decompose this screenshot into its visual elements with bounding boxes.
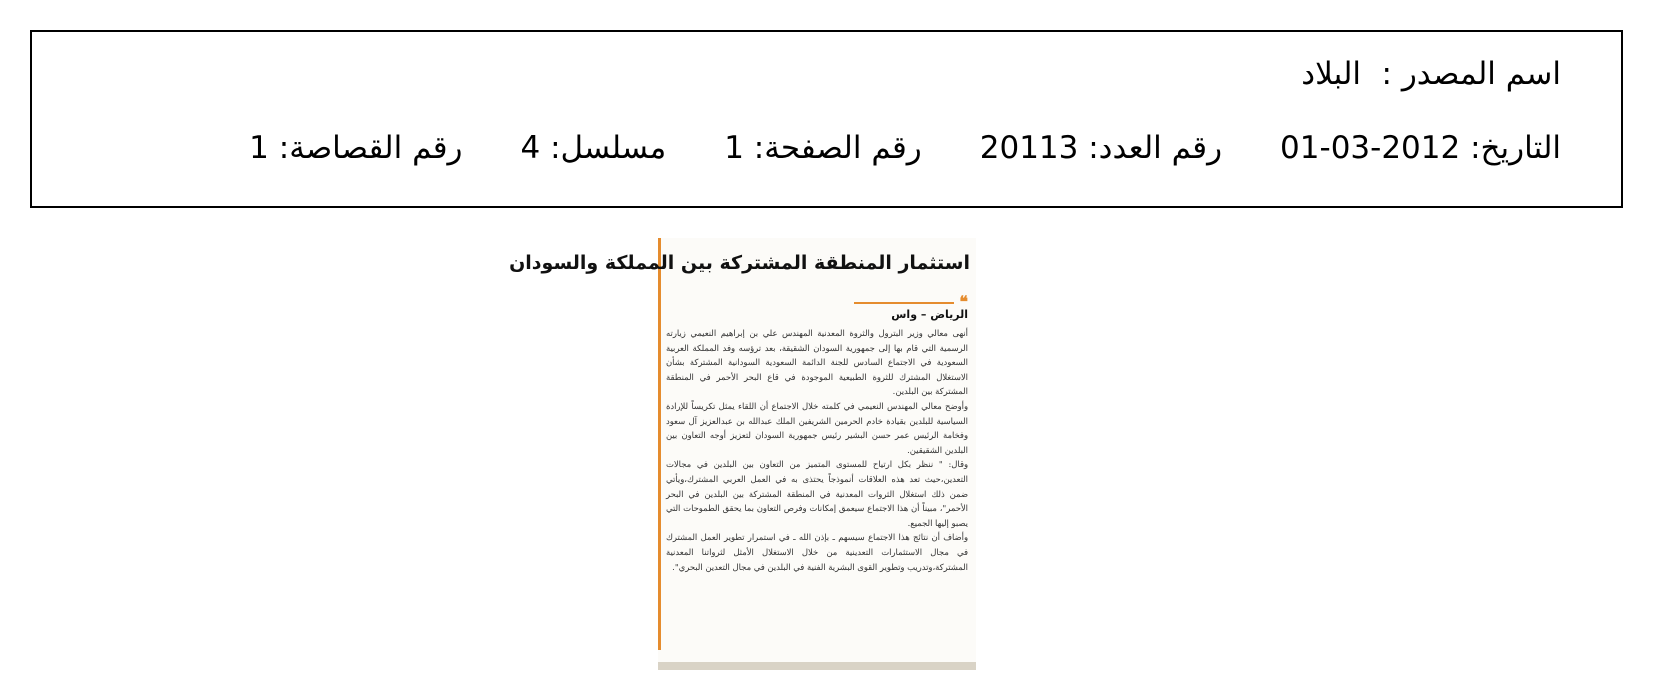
- article-paragraph: وأضاف أن نتائج هذا الاجتماع سيسهم ـ بإذن الله ـ في استمرار تطوير العمل المشترك في مجال الاستثمارات التعدينية من خلال الاستغلال الأمثل لثرواتنا المعدنية المشتركة،وتدريب وتطوير القوى البشرية الفنية في البلدين في مجال التعدين البحري".: [666, 532, 968, 572]
- issue-number-field: رقم العدد: 20113: [979, 130, 1223, 166]
- date-field: التاريخ: 2012-03-01: [1280, 130, 1561, 166]
- headline-divider: [854, 302, 954, 304]
- newspaper-clipping: [509, 238, 976, 670]
- source-row: [1301, 54, 1561, 94]
- dateline: الرياض – واس: [891, 308, 968, 321]
- clipping-bottom-edge: [658, 662, 976, 670]
- serial-field: مسلسل: 4: [520, 130, 667, 166]
- page-number-field: رقم الصفحة: 1: [724, 130, 922, 166]
- metadata-row: [249, 128, 1561, 168]
- clipping-number-field: رقم القصاصة: 1: [249, 130, 463, 166]
- clipping-headline: استثمار المنطقة المشتركة بين المملكة والسودان: [509, 252, 970, 274]
- article-body: [666, 326, 968, 574]
- clipping-info-box: [30, 30, 1623, 208]
- article-paragraph: وقال: " ننظر بكل ارتياح للمستوى المتميز من التعاون بين البلدين في مجالات التعدين،حيث تعد هذه العلاقات أنموذجاً يحتذى به في العمل العربي المشترك،ويأتي ضمن ذلك استغلال الثروات المعدنية في المنطقة المشتركة بين البلدين في البحر الأحمر"، مبيناً أن هذا الاجتماع سيعمق إمكانات وفرص التعاون بما يحقق الطموحات التي يصبو إليها الجميع.: [666, 459, 968, 528]
- accent-rule: [658, 238, 661, 650]
- quote-mark-icon: ❝: [959, 292, 968, 311]
- article-paragraph: وأوضح معالي المهندس النعيمي في كلمته خلال الاجتماع أن اللقاء يمثل تكريساً للإرادة السياسية للبلدين بقيادة خادم الحرمين الشريفين الملك عبدالله بن عبدالعزيز آل سعود وفخامة الرئيس عمر حسن البشير رئيس جمهورية السودان لتعزيز أوجه التعاون بين البلدين الشقيقين.: [666, 400, 968, 455]
- article-paragraph: أنهى معالي وزير البترول والثروة المعدنية المهندس علي بن إبراهيم النعيمي زيارته الرسمية التي قام بها إلى جمهورية السودان الشقيقة، بعد ترؤسه وفد المملكة العربية السعودية في الاجتماع السادس للجنة الدائمة السعودية السودانية المشتركة بشأن الاستغلال المشترك للثروة الطبيعية الموجودة في قاع البحر الأحمر في المنطقة المشتركة بين البلدين.: [666, 328, 968, 397]
- source-value: البلاد: [1301, 56, 1361, 92]
- source-label: اسم المصدر :: [1381, 56, 1561, 92]
